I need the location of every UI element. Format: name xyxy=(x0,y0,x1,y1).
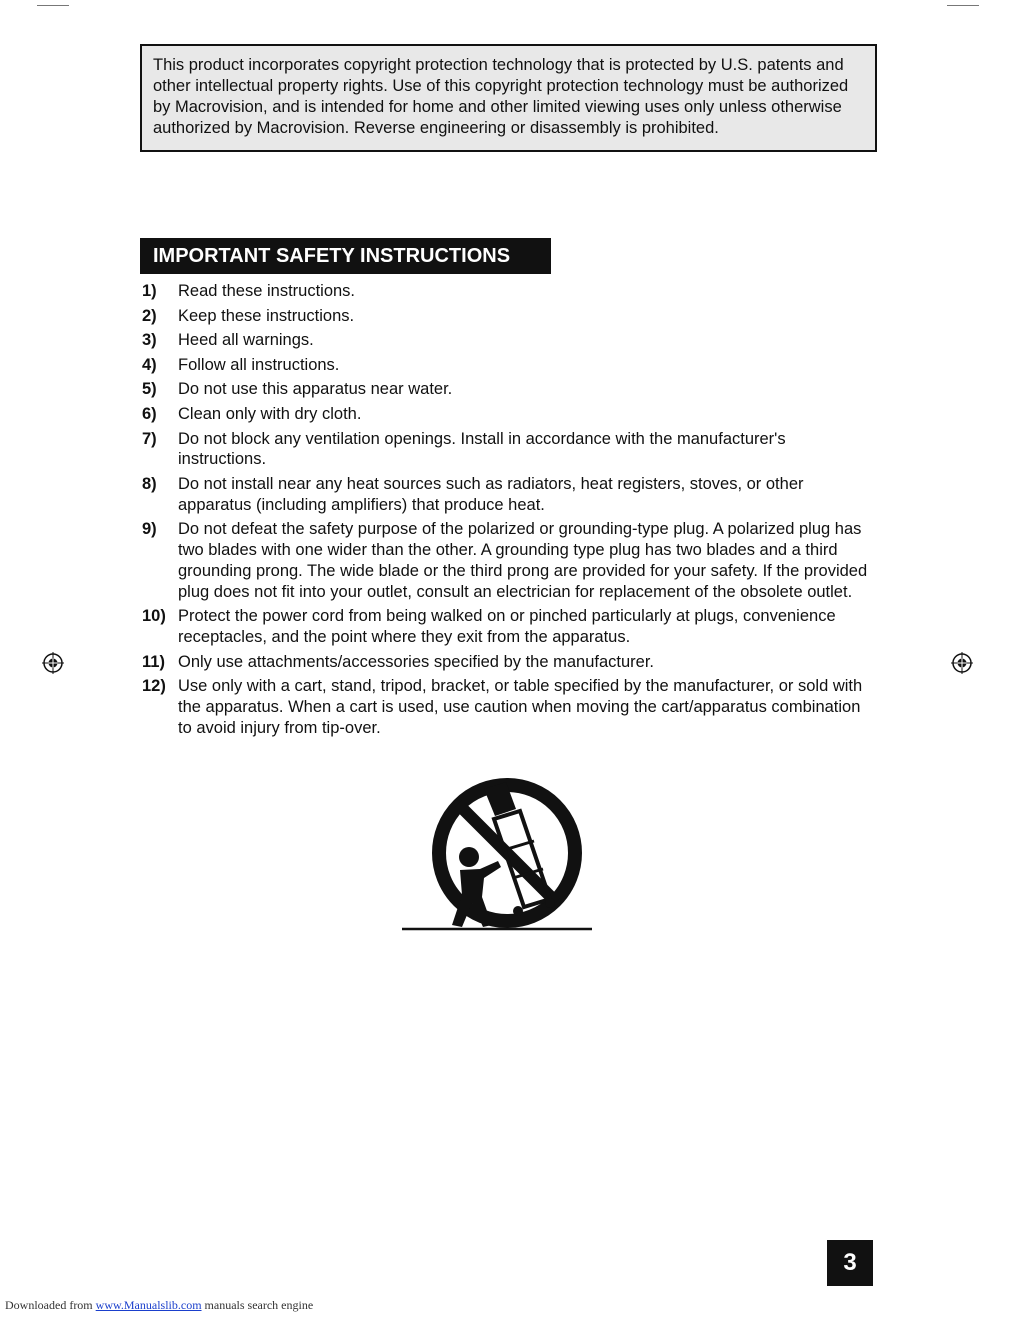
item-text: Do not use this apparatus near water. xyxy=(178,380,453,399)
item-number: 2) xyxy=(142,306,157,325)
list-item xyxy=(142,474,877,516)
page-number: 3 xyxy=(827,1240,873,1286)
footer-prefix: Downloaded from xyxy=(5,1298,93,1312)
cart-tip-over-warning-icon xyxy=(400,775,595,933)
item-number: 3) xyxy=(142,331,157,350)
registration-mark-icon xyxy=(951,652,973,674)
list-item xyxy=(142,379,877,400)
crop-mark-top-left xyxy=(37,5,69,6)
item-number: 1) xyxy=(142,282,157,300)
item-number: 12) xyxy=(142,677,166,696)
list-item xyxy=(142,330,877,351)
item-number: 10) xyxy=(142,607,166,626)
item-number: 7) xyxy=(142,429,157,448)
item-number: 5) xyxy=(142,380,157,399)
item-number: 11) xyxy=(142,652,165,671)
manualslib-link[interactable]: www.Manualslib.com xyxy=(95,1298,202,1312)
list-item xyxy=(142,281,877,302)
item-text: Clean only with dry cloth. xyxy=(178,404,362,423)
item-text: Only use attachments/accessories specified by the manufacturer. xyxy=(178,652,654,671)
list-item xyxy=(142,676,877,738)
item-number: 8) xyxy=(142,474,157,493)
list-item xyxy=(142,306,877,327)
item-text: Keep these instructions. xyxy=(178,306,355,325)
item-text: Read these instructions. xyxy=(178,282,356,300)
safety-instructions-heading: IMPORTANT SAFETY INSTRUCTIONS xyxy=(140,238,551,274)
crop-mark-top-right xyxy=(947,5,979,6)
item-text: Heed all warnings. xyxy=(178,331,314,350)
item-number: 4) xyxy=(142,355,157,374)
item-text: Protect the power cord from being walked on or pinched particularly at plugs, convenience receptacles, and the point where they exit from the apparatus. xyxy=(178,607,836,647)
footer-suffix: manuals search engine xyxy=(204,1298,314,1312)
item-text: Use only with a cart, stand, tripod, bracket, or table specified by the manufacturer, or sold with the apparatus. When a cart is used, use caution when moving the cart/apparatus combination to avoid injury from tip-over. xyxy=(178,677,863,737)
item-text: Do not defeat the safety purpose of the polarized or grounding-type plug. A polarized plug has two blades with one wider than the other. A grounding type plug has two blades and a third grounding prong. The wide blade or the third prong are provided for your safety. If the provided plug does not fit into your outlet, consult an electrician for replacement of the obsolete outlet. xyxy=(178,520,868,601)
registration-mark-icon xyxy=(42,652,64,674)
copyright-notice-box xyxy=(140,44,877,152)
download-footer xyxy=(5,1298,313,1313)
list-item xyxy=(142,606,877,648)
list-item xyxy=(142,355,877,376)
item-number: 9) xyxy=(142,520,157,539)
item-text: Follow all instructions. xyxy=(178,355,340,374)
list-item xyxy=(142,404,877,425)
list-item xyxy=(142,429,877,471)
list-item xyxy=(142,519,877,602)
item-text: Do not block any ventilation openings. Install in accordance with the manufacturer's instructions. xyxy=(178,429,786,469)
safety-instructions-list xyxy=(142,281,877,743)
item-text: Do not install near any heat sources such as radiators, heat registers, stoves, or other apparatus (including amplifiers) that produce heat. xyxy=(178,474,804,514)
list-item xyxy=(142,652,877,673)
item-number: 6) xyxy=(142,404,157,423)
copyright-notice-text: This product incorporates copyright protection technology that is protected by U.S. patents and other intellectual property rights. Use of this copyright protection technology must be authorized by Macrovision, and is intended for home and other limited viewing uses only unless otherwise authorized by Macrovision. Reverse engineering or disassembly is prohibited. xyxy=(153,56,849,137)
